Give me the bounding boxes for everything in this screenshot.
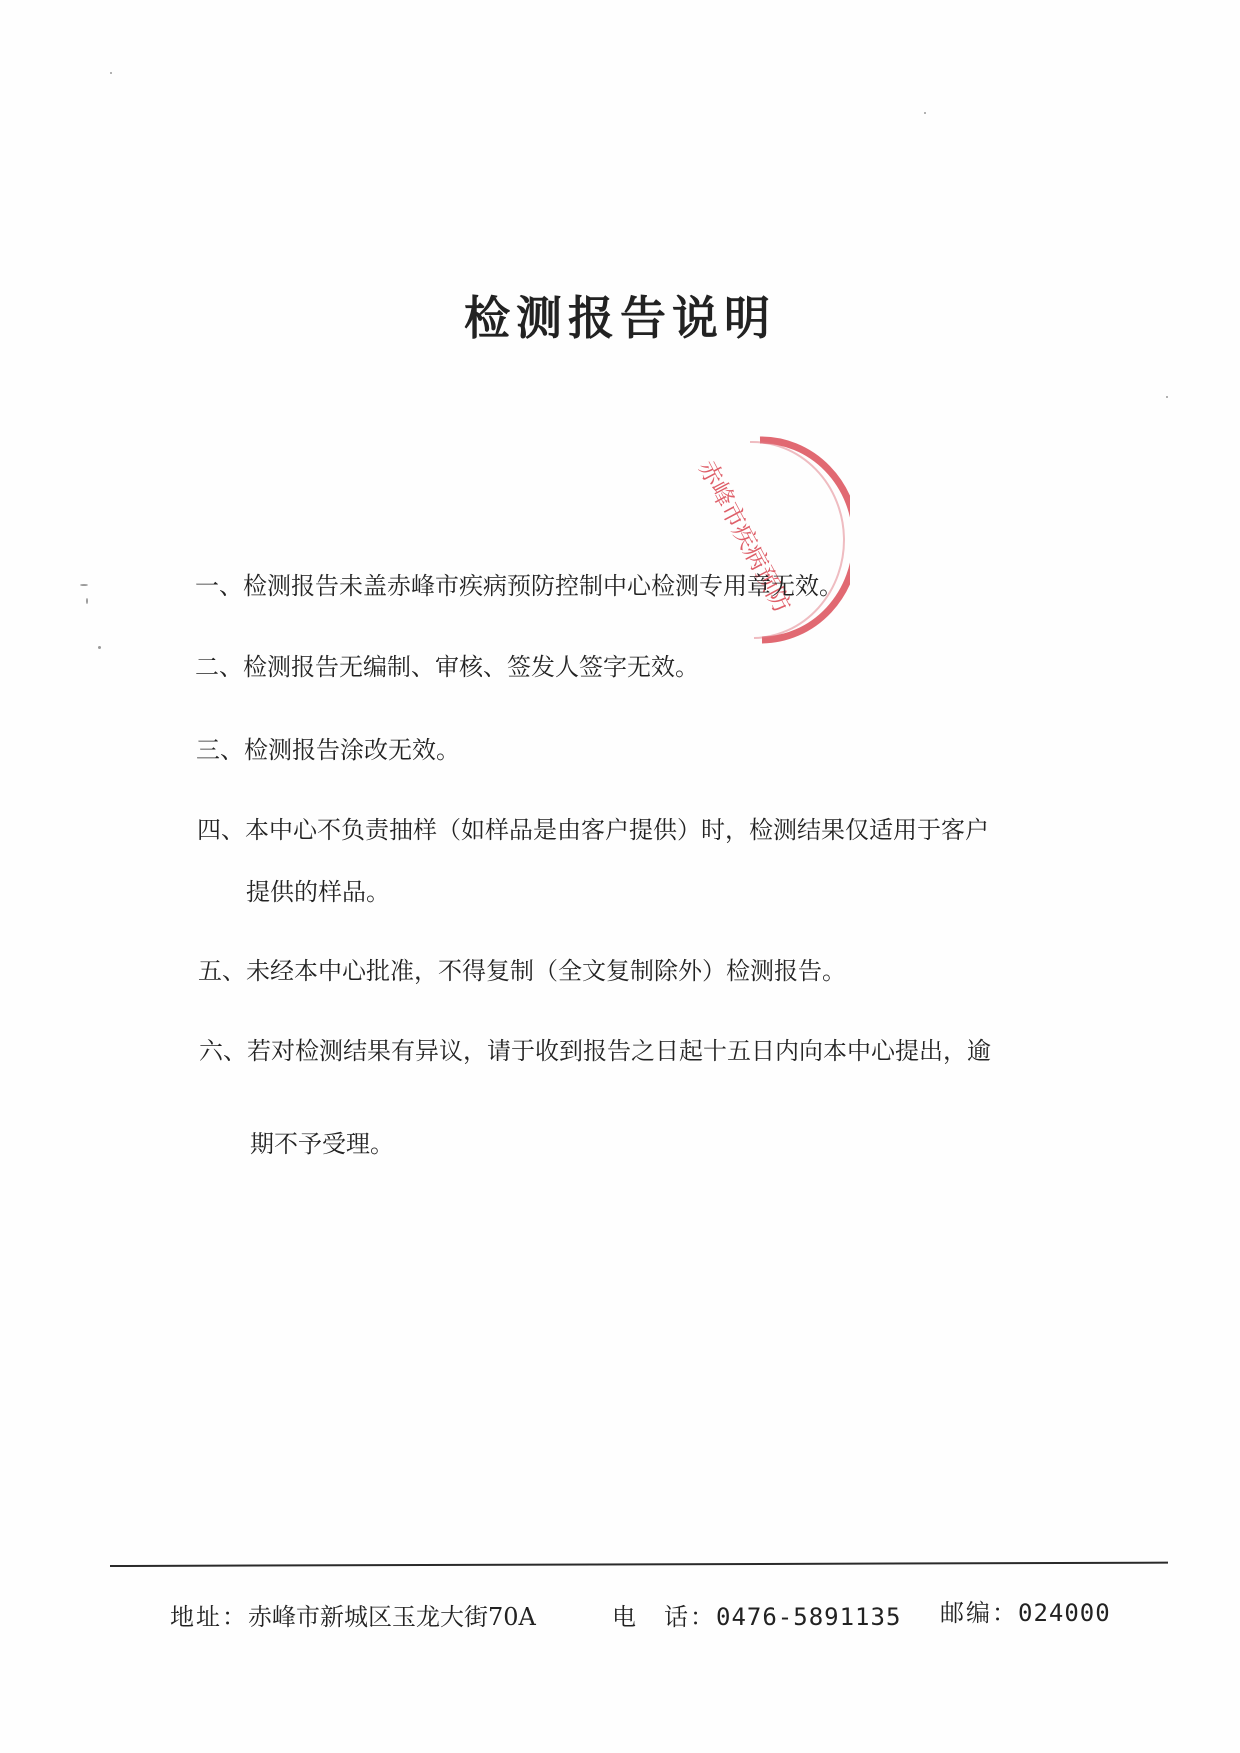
address-label: 地址： (170, 1603, 248, 1631)
clause-number: 四、 (197, 816, 245, 844)
official-seal (650, 430, 850, 650)
phone-value: 0476-5891135 (716, 1603, 902, 1631)
scan-speck (86, 598, 88, 604)
clause-6-continuation: 期不予受理。 (250, 1130, 394, 1158)
clause-text: 若对检测结果有异议，请于收到报告之日起十五日内向本中心提出，逾 (247, 1037, 991, 1065)
clause-number: 一、 (195, 572, 243, 600)
zip-label: 邮编： (940, 1599, 1018, 1627)
scan-speck (80, 584, 88, 586)
document-title: 检测报告说明 (464, 291, 776, 345)
zip-value: 024000 (1018, 1599, 1111, 1627)
clause-number: 三、 (196, 736, 244, 764)
clause-6 (199, 1035, 991, 1067)
scan-speck (1166, 396, 1168, 398)
clause-text: 检测报告涂改无效。 (244, 736, 460, 764)
phone-label: 电 话： (612, 1603, 716, 1631)
clause-4 (197, 814, 989, 846)
scan-speck (924, 112, 926, 114)
footer-address (170, 1597, 536, 1632)
clause-5 (198, 955, 846, 987)
clause-number: 五、 (198, 957, 246, 985)
clause-text: 检测报告未盖赤峰市疾病预防控制中心检测专用章无效。 (243, 572, 843, 600)
clause-4-continuation: 提供的样品。 (246, 878, 390, 906)
clause-1 (195, 570, 843, 602)
clause-text: 检测报告无编制、审核、签发人签字无效。 (243, 653, 699, 681)
address-value: 赤峰市新城区玉龙大街70A (248, 1603, 536, 1631)
footer-divider (110, 1562, 1168, 1567)
scan-speck (98, 646, 101, 649)
clause-number: 六、 (199, 1037, 247, 1065)
scan-speck (110, 72, 112, 74)
clause-2 (195, 651, 699, 683)
clause-text: 未经本中心批准，不得复制（全文复制除外）检测报告。 (246, 957, 846, 985)
clause-text: 本中心不负责抽样（如样品是由客户提供）时，检测结果仅适用于客户 (245, 816, 989, 844)
footer-zip (940, 1593, 1111, 1628)
clause-3 (196, 734, 460, 766)
clause-number: 二、 (195, 653, 243, 681)
seal-text: 赤峰市疾病预防 (692, 455, 797, 618)
footer-phone (612, 1597, 901, 1632)
